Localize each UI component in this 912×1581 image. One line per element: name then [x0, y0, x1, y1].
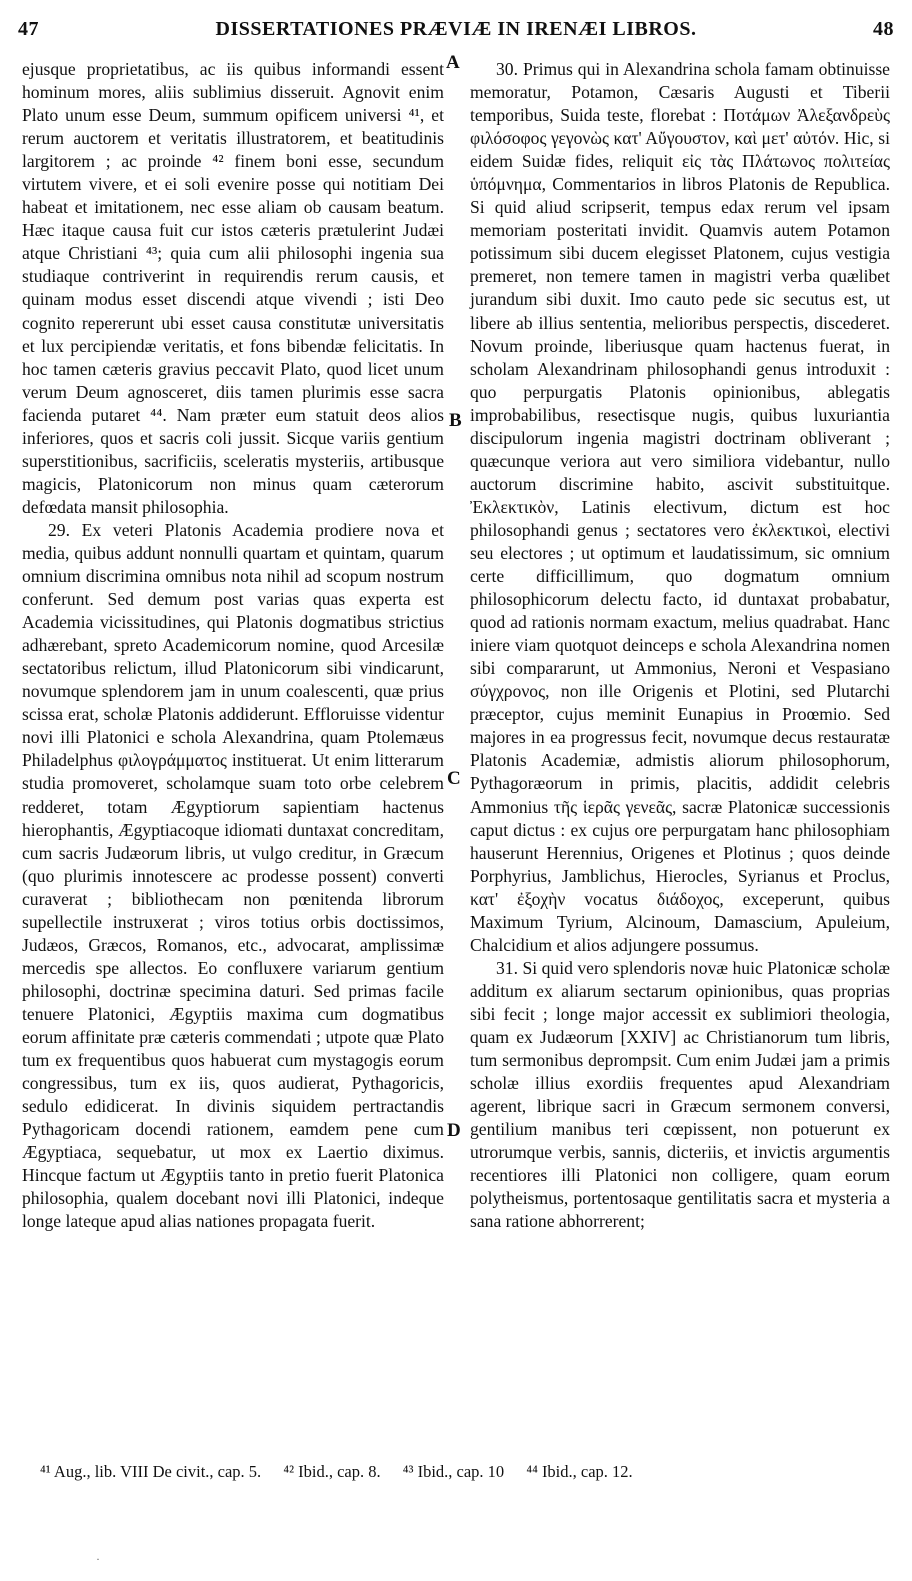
footnote-43: ⁴³ Ibid., cap. 10 [402, 1462, 505, 1481]
footnote-41: ⁴¹ Aug., lib. VIII De civit., cap. 5. [40, 1462, 262, 1481]
paragraph-intro: ejusque proprietatibus, ac iis quibus informandi essent hominum mores, aliis sublimius disseruit. Agnovit enim Plato unum esse Deum, summum opificem universi ⁴¹, et rerum auctorem et veritatis illustratorem, et beatitudinis largitorem ; ac proinde ⁴² finem boni esse, secundum virtutem vivere, et ei soli evenire posse qui notitiam Dei habeat et imitationem, nec esse aliam ob causam beatum. Hæc itaque causa fuit cur istos cæteris prætulerint Judæi atque Christiani ⁴³; quia cum alii philosophi ingenia sua studiaque contriverint in requirendis rerum causis, et quinam modus esset discendi atque vivendi ; isti Deo cognito repererunt ubi esset causa constitutæ universitatis et lux percipiendæ veritatis, et fons bibendæ felicitatis. In hoc tamen cæteris gravius peccavit Plato, quod licet unum verum Deum agnosceret, diis tamen plurimis esse sacra facienda putaret ⁴⁴. Nam præter eum statuit deos alios inferiores, quos et sacris coli jussit. Sicque variis gentium superstitionibus, sacrificiis, sceleratis mysteriis, artibusque magicis, Platonicorum non minus quam cæterorum defœdata mansit philosophia. [22, 59, 444, 517]
column-marker-c: C [447, 768, 461, 789]
paragraph-31: 31. Si quid vero splendoris novæ huic Platonicæ scholæ additum ex aliarum sectarum opinionibus, quas proprias sibi fecit ; longe major accessit ex sublimiori theologia, quam ex Judæorum [XXIV] ac Christianorum tum libris, tum sermonibus deprompsit. Cum enim Judæi jam a primis scholæ illius exordiis frequentes apud Alexandriam agerent, librique sacri in Græcum sermonem conversi, gentilium manibus teri cœpissent, non potuerunt ex utrorumque verbis, sannis, dicteriis, et invictis argumentis recentiores illi Platonici non colligere, quam eorum polytheismus, portentosaque gentilitatis sacra et mysteria a sana ratione abhorrerent; [470, 957, 890, 1232]
column-marker-d: D [447, 1120, 461, 1141]
page-number-left: 47 [18, 18, 39, 40]
footnote-44: ⁴⁴ Ibid., cap. 12. [526, 1462, 633, 1481]
paragraph-30: 30. Primus qui in Alexandrina schola famam obtinuisse memoratur, Potamon, Cæsaris Augusti et Tiberii temporibus, Suida teste, florebat : Ποτάμων Ἀλεξανδρεὺς φιλόσοφος γεγονὼς κατ' Αὔγουστον, καὶ μετ' αὐτόν. Hic, si eidem Suidæ fides, reliquit εἰς τὰς Πλάτωνος πολιτείας ὑπόμνημα, Commentarios in libros Platonis de Republica. Si quid aliud scripserit, tempus edax rerum vel ipsam memoriam posteritati invidit. Quamvis autem Potamon potissimum sibi ducem elegisset Platonem, cujus vestigia premeret, non temere tamen in magistri verba quælibet jurandum sibi duxit. Imo cauto pede sic secutus est, ut libere ab illius sententia, melioribus perspectis, discederet. Novum proinde, liberiusque quam hactenus fuerat, in scholam Alexandrinam philosophandi genus introduxit : quo perpurgatis Platonis opinionibus, ablegatis improbabilibus, resectisque nugis, quibus luxuriantia discipulorum ingenia magistri doctrinam obliverant ; quæcunque veriora aut vero similiora videbantur, nullo auctorum discrimine habito, ascivit substituitque. Ἐκλεκτικὸν, Latinis electivum, dictum est hoc philosophandi genus ; sectatores vero ἐκλεκτικοὶ, electivi seu electores ; ut optimum et laudatissimum, sic omnium certe difficillimum, quo dogmatum omnium philosophicorum delectu facto, id duntaxat probabatur, quod ad rationis normam exactum, melius quadrabat. Hanc iniere viam quotquot deinceps e schola Alexandrina nomen sibi compararunt, ut Ammonius, Neroni et Vespasiano σύγχρονος, non ille Origenis et Plotini, sed Plutarchi præceptor, cujus meminit Eunapius in Proœmio. Sed majores in ea progressus fecit, novumque decus restauratæ Platonis Academiæ, admistis aliorum philosophorum, Pythagoræorum in primis, placitis, addidit celebris Ammonius τῆς ἱερᾶς γενεᾶς, sacræ Platonicæ successionis caput dictus : ex cujus ore perpurgatam hanc philosophiam hauserunt Herennius, Origenes et Plotinus ; quos deinde Porphyrius, Jamblichus, Hierocles, Syrianus et Proclus, κατ' ἐξοχὴν vocatus διάδοχος, exceperunt, quibus Maximum Tyrium, Alcinoum, Damascium, Apuleium, Chalcidium et alios adjungere possumus. [470, 59, 890, 955]
left-column [22, 58, 444, 1233]
footnote-42: ⁴² Ibid., cap. 8. [283, 1462, 381, 1481]
running-header [18, 18, 894, 48]
paragraph-29: 29. Ex veteri Platonis Academia prodiere nova et media, quibus addunt nonnulli quartam et quintam, quarum omnium discrimina omnibus nota nihil ad scopum nostrum conferunt. Sed demum post varias quas experta est Academia vicissitudines, qui Platonis dogmatibus strictius adhærebant, spreto Academicorum nomine, quod Arcesilæ sectatoribus relictum, illud Platonicorum sibi vindicarunt, novumque splendorem jam in unum coalescenti, quæ prius scissa erat, scholæ Platonis addiderunt. Effloruisse videntur novi illi Platonici e schola Alexandrina, quam Ptolemæus Philadelphus φιλογράμματος instituerat. Ut enim litterarum studia promoveret, scholamque suam toto orbe celebrem redderet, totam Ægyptiorum sapientiam hactenus hierophantis, Ægyptiacoque idiomati duntaxat concreditam, cum sacris Judæorum libris, ut vulgo creditur, in Græcum (quo plurimis innotescere ac prodesse possent) converti curaverat ; bibliothecam non pœnitenda librorum supellectile instruxerat ; viros totius orbis doctissimos, Judæos, Græcos, Romanos, etc., advocarat, amplissimæ mercedis spe allectos. Eo confluxere variarum gentium philosophi, doctrinæ specimina daturi. Sed primas facile tenuere Platonici, Ægyptiis maxima cum dogmatibus eorum affinitate præ cæteris commendati ; utpote quæ Plato tum ex frequentibus quos habuerat cum mystagogis eorum congressibus, tum ex iis, quos audierat, Pythagoricis, sedulo edidicerat. In divinis siquidem pertractandis Pythagoricam docendi rationem, eamdem pene cum Ægyptiaca, sequebatur, ut mox ex Laertio diximus. Hincque factum ut Ægyptiis tanto in pretio fuerit Platonica philosophia, qualem docebant novi illi Platonici, indeque longe lateque apud alias nationes propagata fuerit. [22, 519, 444, 1232]
page-number-right: 48 [873, 18, 894, 40]
print-speck: · [96, 1552, 100, 1566]
column-marker-b: B [449, 410, 462, 431]
running-title: DISSERTATIONES PRÆVIÆ IN IRENÆI LIBROS. [215, 18, 697, 40]
right-column [470, 58, 890, 1233]
footnotes [40, 1462, 880, 1482]
column-marker-a: A [446, 52, 460, 73]
